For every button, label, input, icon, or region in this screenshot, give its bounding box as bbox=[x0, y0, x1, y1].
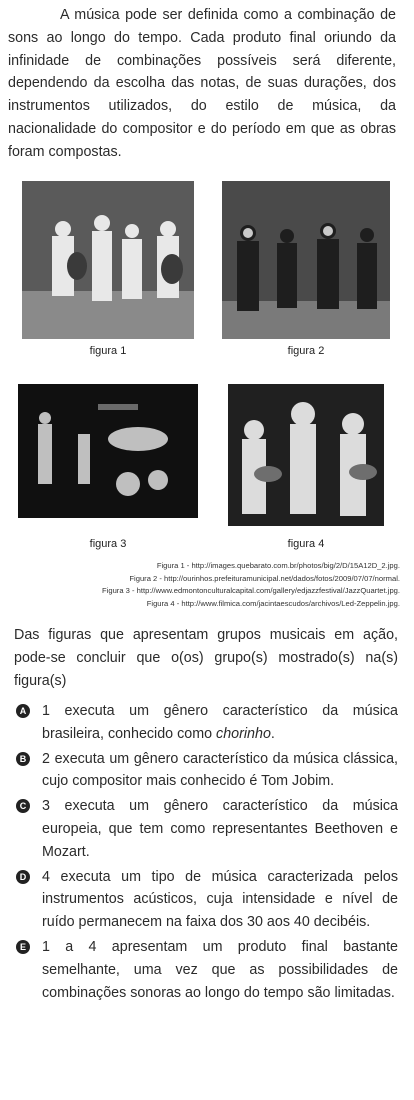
intro-paragraph: A música pode ser definida como a combinação de sons ao longo do tempo. Cada produto final oriundo da infinidade de combinações possíveis será diferente, dependendo da escolha das notas, de suas durações, dos instrumentos utilizados, do estilo de música, da nacionalidade do compositor e do período em que as obras foram compostas. bbox=[8, 7, 396, 160]
option-a-text-end: . bbox=[270, 725, 275, 742]
option-e-letter: E bbox=[16, 940, 30, 954]
option-b-text: 2 executa um gênero característico da música clássica, cujo compositor mais conhecido é Tom Jobim. bbox=[42, 750, 398, 790]
option-a-letter: A bbox=[16, 704, 30, 718]
option-c[interactable] bbox=[14, 795, 398, 863]
answer-options bbox=[14, 700, 398, 1006]
figure-2-photo bbox=[222, 181, 390, 339]
option-c-text: 3 executa um gênero característico da música europeia, que tem como representantes Beethoven e Mozart. bbox=[42, 798, 398, 860]
source-line: Figura 3 - http://www.edmontonculturalcapital.com/gallery/edjazzfestival/JazzQuartet.jpg. bbox=[102, 586, 400, 595]
figure-1-caption: figura 1 bbox=[89, 345, 127, 357]
option-a-italic: chorinho bbox=[216, 725, 271, 742]
figure-2-caption: figura 2 bbox=[287, 345, 325, 357]
figure-4-photo bbox=[228, 384, 384, 526]
option-d-letter: D bbox=[16, 870, 30, 884]
option-b-letter: B bbox=[16, 752, 30, 766]
option-a-text: 1 executa um gênero característico da música brasileira, conhecido como bbox=[42, 703, 398, 742]
option-e-text: 1 a 4 apresentam um produto final bastante semelhante, uma vez que as possibilidades de combinações sonoras ao longo do tempo são limitadas. bbox=[42, 938, 398, 1001]
figure-3-caption: figura 3 bbox=[89, 538, 127, 550]
figure-4-caption: figura 4 bbox=[287, 538, 325, 550]
source-line: Figura 2 - http://ourinhos.prefeituramunicipal.net/dados/fotos/2009/07/07/normal. bbox=[129, 573, 400, 583]
figure-3-photo bbox=[18, 384, 198, 518]
option-d[interactable] bbox=[14, 866, 398, 934]
figure-sources bbox=[0, 560, 400, 610]
source-line: Figura 1 - http://images.quebarato.com.br/photos/big/2/D/15A12D_2.jpg. bbox=[156, 561, 400, 570]
figure-1-photo bbox=[22, 181, 194, 339]
question-text: Das figuras que apresentam grupos musicais em ação, pode-se concluir que o(os) grupo(s) mostrado(s) na(s) figura(s) bbox=[14, 627, 398, 689]
option-e[interactable] bbox=[14, 936, 398, 1004]
source-line: Figura 4 - http://www.filmica.com/jacintaescudos/archivos/Led-Zeppelin.jpg. bbox=[146, 598, 400, 608]
option-a[interactable] bbox=[14, 700, 398, 746]
option-c-letter: C bbox=[16, 799, 30, 813]
option-d-text: 4 executa um tipo de música caracterizada pelos instrumentos acústicos, cuja intensidade e nível de ruído permanecem na faixa dos 30 aos 40 decibéis. bbox=[42, 868, 398, 931]
option-b[interactable] bbox=[14, 748, 398, 794]
